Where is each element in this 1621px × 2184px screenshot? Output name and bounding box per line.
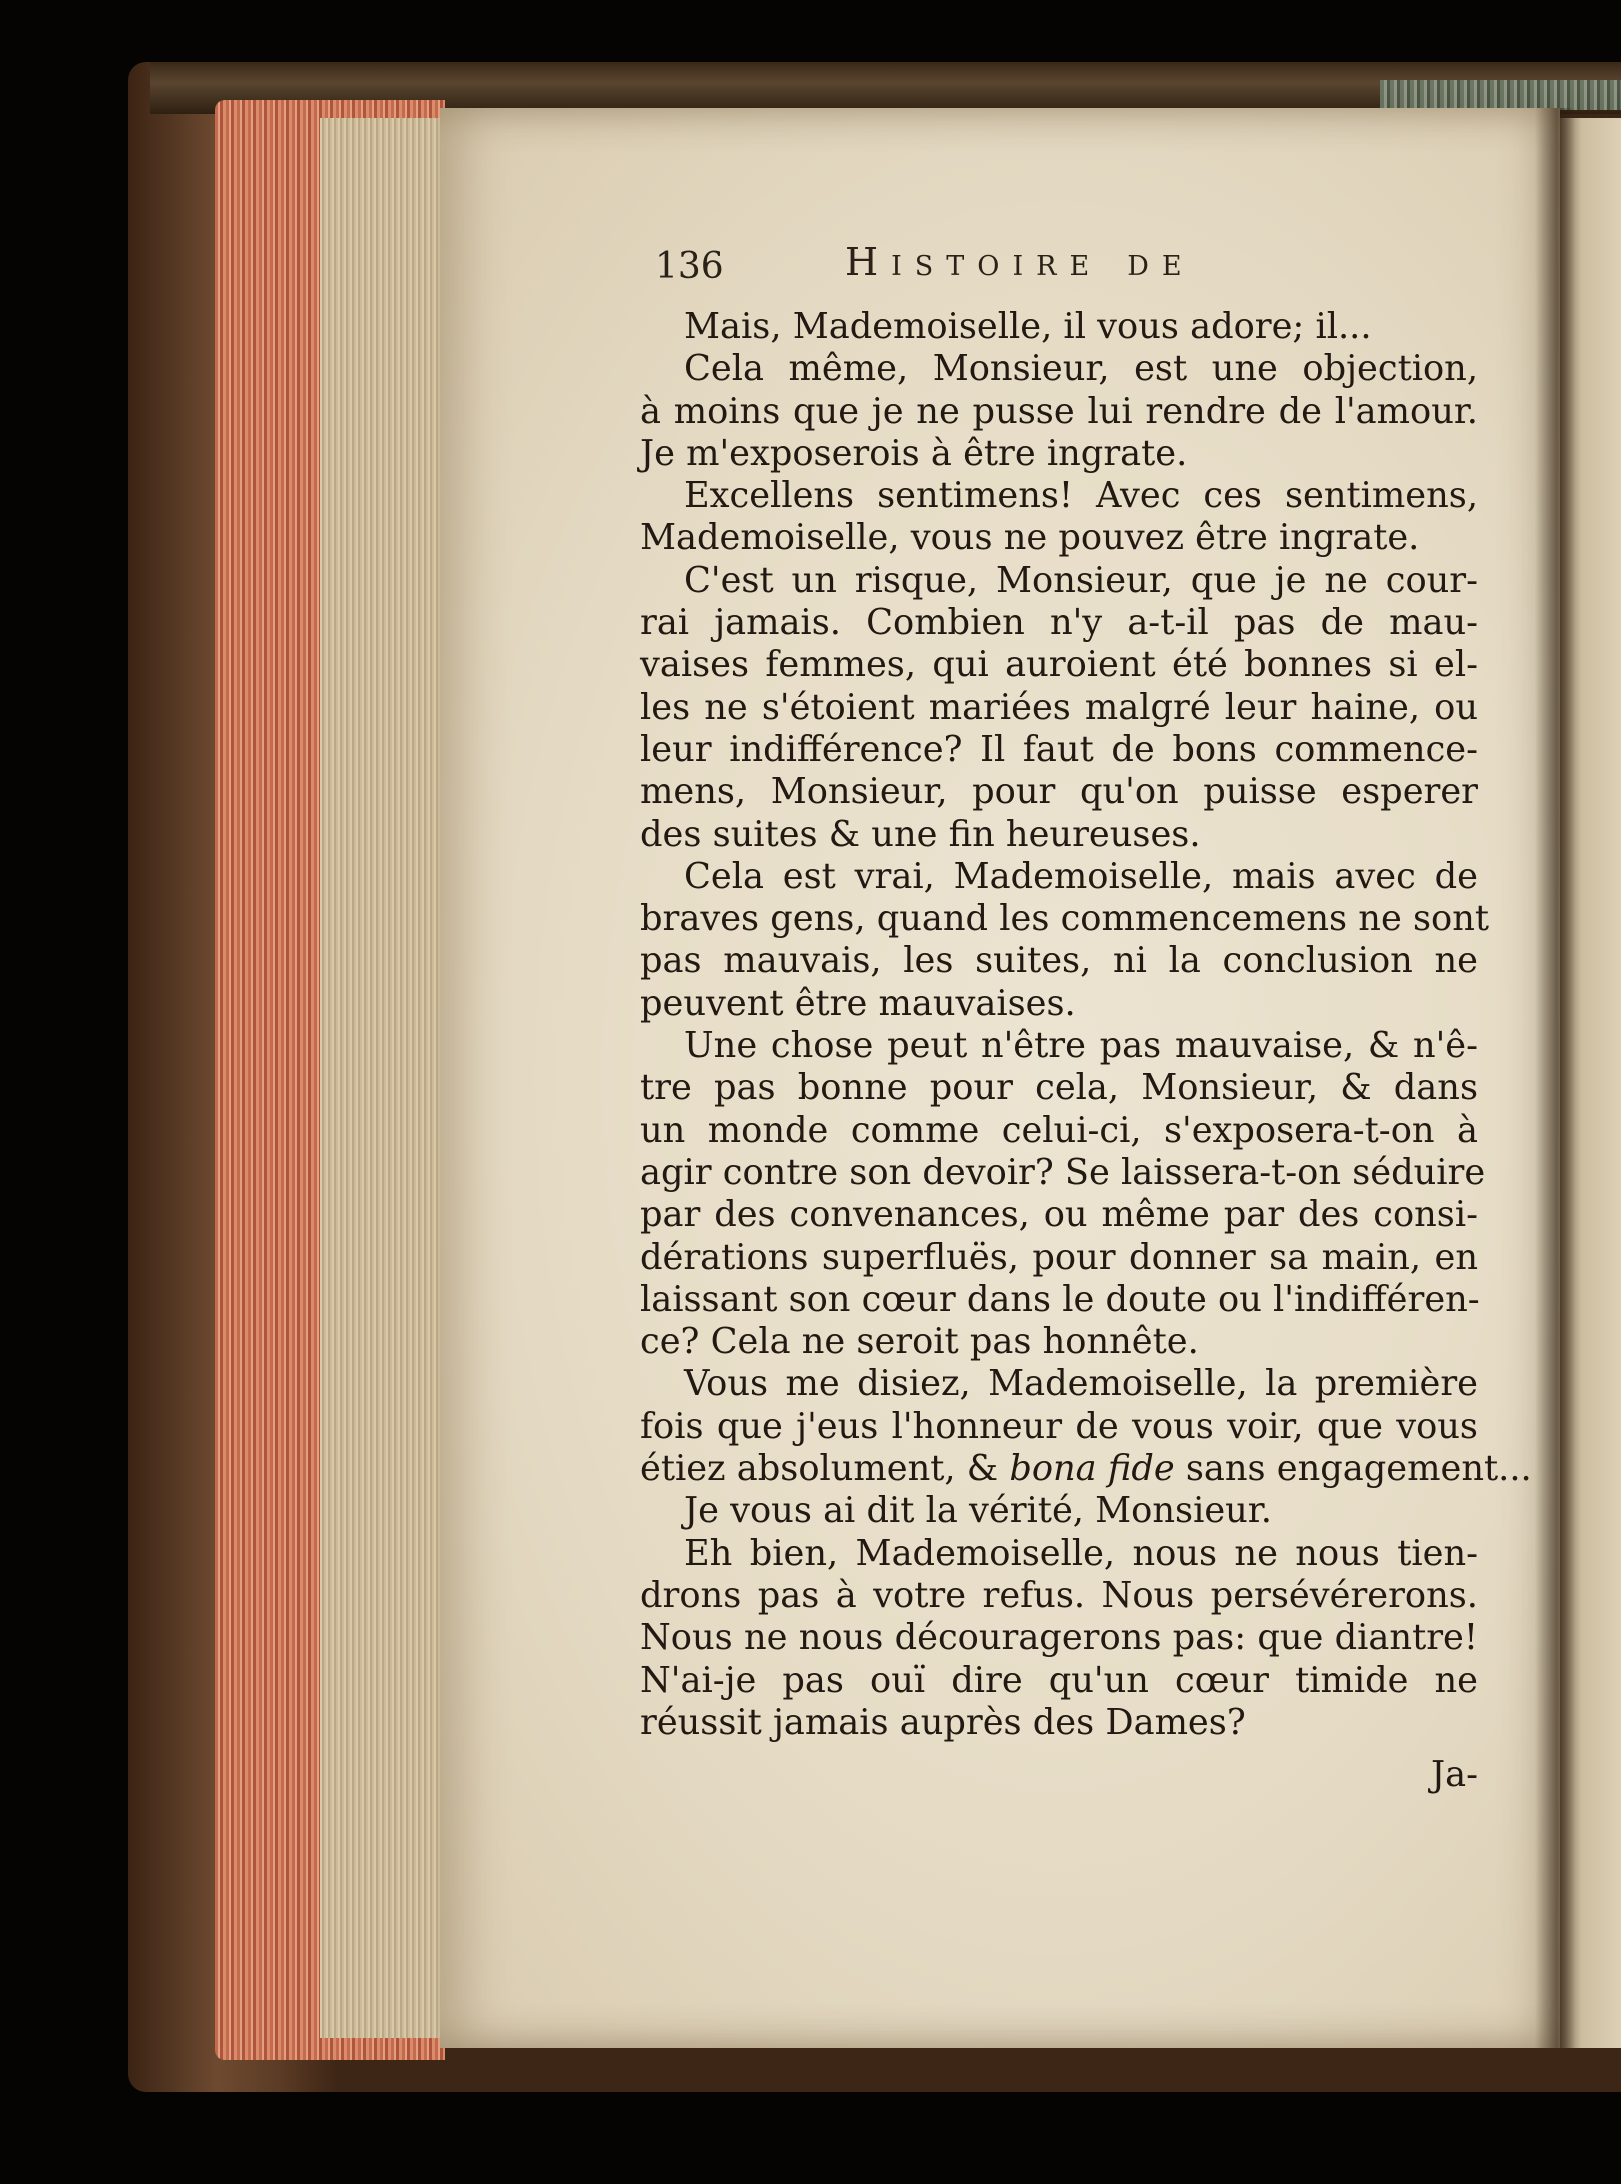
text-line: pas mauvais, les suites, ni la conclusion ne: [640, 940, 1478, 982]
text-line: Nous ne nous découragerons pas: que diantre!: [640, 1617, 1478, 1659]
text-line: réussit jamais auprès des Dames?: [640, 1701, 1246, 1743]
text-line: peuvent être mauvaises.: [640, 982, 1076, 1024]
text-line: Mais, Mademoiselle, il vous adore; il...: [684, 306, 1372, 347]
page-text: [640, 306, 1532, 1796]
text-line: Une chose peut n'être pas mauvaise, & n'ê-: [684, 1025, 1478, 1067]
text-line: rai jamais. Combien n'y a-t-il pas de mau-: [640, 602, 1478, 644]
text-line: à moins que je ne pusse lui rendre de l'amour.: [640, 390, 1478, 432]
text-line: dérations superfluës, pour donner sa main, en: [640, 1236, 1478, 1278]
text-line: Je m'exposerois à être ingrate.: [640, 432, 1188, 474]
headband-stripe: [1380, 80, 1621, 110]
text-line: agir contre son devoir? Se laissera-t-on séduire: [640, 1151, 1486, 1193]
text-line: les ne s'étoient mariées malgré leur haine, ou: [640, 686, 1478, 728]
text-line: Mademoiselle, vous ne pouvez être ingrate.: [640, 517, 1420, 559]
text-line: par des convenances, ou même par des consi-: [640, 1194, 1478, 1236]
text-line: tre pas bonne pour cela, Monsieur, & dans: [640, 1067, 1478, 1109]
text-line: des suites & une fin heureuses.: [640, 813, 1201, 855]
italic-phrase: bona fide: [1009, 1448, 1175, 1490]
text-line: laissant son cœur dans le doute ou l'indifféren-: [640, 1278, 1480, 1320]
catchword: Ja-: [1431, 1754, 1478, 1796]
text-line: N'ai-je pas ouï dire qu'un cœur timide ne: [640, 1659, 1478, 1701]
text-line: braves gens, quand les commencemens ne sont: [640, 898, 1490, 940]
text-line: Je vous ai dit la vérité, Monsieur.: [684, 1490, 1272, 1532]
text-line-part: sans engagement...: [1174, 1448, 1532, 1490]
text-line: mens, Monsieur, pour qu'on puisse esperer: [640, 771, 1478, 813]
text-line: Eh bien, Mademoiselle, nous ne nous tien-: [684, 1532, 1478, 1574]
page-header: [655, 240, 1485, 300]
page-gutter: [1535, 108, 1575, 2048]
text-line-part: étiez absolument, &: [640, 1448, 1010, 1490]
text-line: vaises femmes, qui auroient été bonnes si el-: [640, 644, 1478, 686]
text-line: Vous me disiez, Mademoiselle, la première: [684, 1363, 1478, 1405]
text-line: Cela est vrai, Mademoiselle, mais avec de: [684, 855, 1478, 897]
running-head: Histoire de: [845, 240, 1195, 284]
text-line: [640, 1448, 1532, 1490]
text-line: fois que j'eus l'honneur de vous voir, que vous: [640, 1405, 1478, 1447]
text-line: Cela même, Monsieur, est une objection,: [684, 348, 1478, 390]
text-line: leur indifférence? Il faut de bons commence-: [640, 728, 1478, 770]
page-edges-inner: [320, 118, 440, 2038]
text-line: un monde comme celui-ci, s'exposera-t-on à: [640, 1109, 1478, 1151]
page-number: 136: [655, 246, 724, 287]
text-line: Excellens sentimens! Avec ces sentimens,: [684, 475, 1478, 517]
text-line: drons pas à votre refus. Nous persévérerons.: [640, 1574, 1478, 1616]
text-line: ce? Cela ne seroit pas honnête.: [640, 1321, 1199, 1363]
text-line: C'est un risque, Monsieur, que je ne cour-: [684, 559, 1478, 601]
